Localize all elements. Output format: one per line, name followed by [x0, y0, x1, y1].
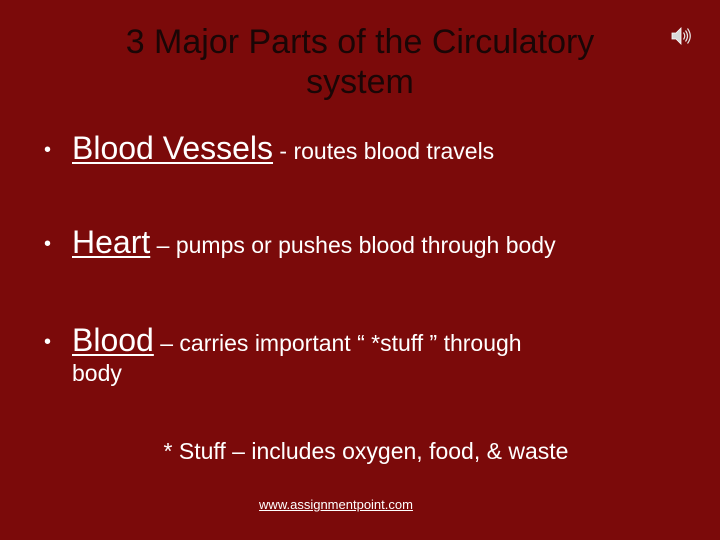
- slide-title-line2: system: [306, 63, 414, 101]
- desc-blood-continued: body: [72, 360, 122, 386]
- bullet-marker: •: [44, 139, 52, 161]
- list-item-text: [72, 130, 494, 167]
- bullet-marker: •: [44, 331, 52, 353]
- desc-blood-vessels: - routes blood travels: [273, 138, 495, 164]
- slide-title: [40, 22, 680, 102]
- slide-title-line1: 3 Major Parts of the Circulatory: [125, 23, 595, 61]
- footer-link[interactable]: www.assignmentpoint.com: [259, 497, 413, 512]
- term-blood: Blood: [72, 322, 154, 358]
- term-blood-vessels: Blood Vessels: [72, 130, 274, 166]
- footnote: * Stuff – includes oxygen, food, & waste: [163, 438, 569, 464]
- desc-blood: – carries important “ *stuff ” through: [153, 330, 522, 356]
- term-heart: Heart: [72, 224, 151, 260]
- list-item-text: [72, 224, 556, 261]
- speaker-icon[interactable]: [669, 24, 693, 48]
- list-item-text: [72, 322, 522, 359]
- desc-heart: – pumps or pushes blood through body: [150, 232, 556, 258]
- bullet-marker: •: [44, 233, 52, 255]
